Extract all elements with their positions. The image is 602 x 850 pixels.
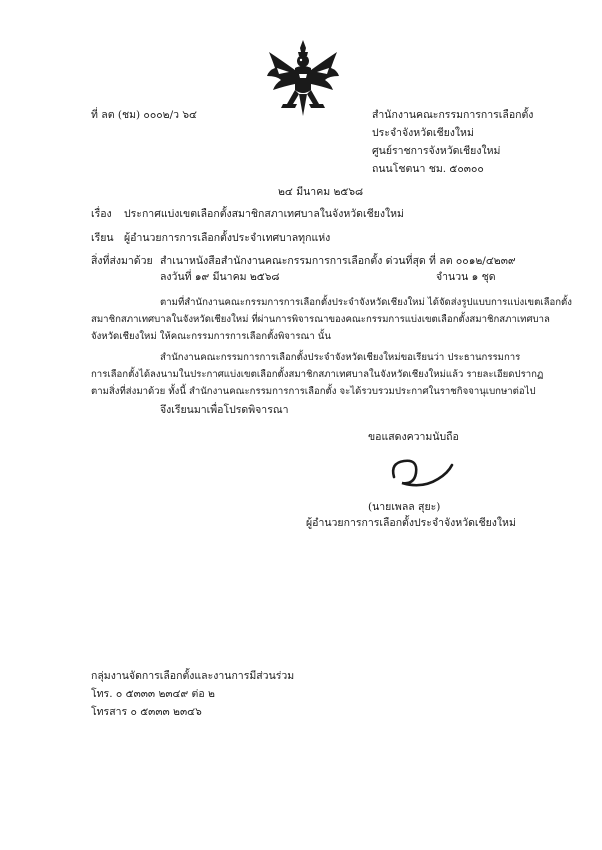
paragraph-line: สำนักงานคณะกรรมการการเลือกตั้งประจำจังหวัดเชียงใหม่ขอเรียนว่า ประธานกรรมการ <box>160 352 521 363</box>
paragraph-line: จังหวัดเชียงใหม่ ให้คณะกรรมการการเลือกตั้งพิจารณา นั้น <box>91 331 331 342</box>
footer-phone: โทร. ๐ ๕๓๓๓ ๒๓๔๙ ต่อ ๒ <box>91 688 215 700</box>
footer-department: กลุ่มงานจัดการเลือกตั้งและงานการมีส่วนร่วม <box>91 670 295 682</box>
signer-title: ผู้อำนวยการการเลือกตั้งประจำจังหวัดเชียงใหม่ <box>306 517 516 529</box>
garuda-emblem-icon <box>265 38 341 118</box>
subject-label: เรื่อง <box>91 208 112 220</box>
closing-salutation: ขอแสดงความนับถือ <box>368 431 459 443</box>
handwritten-signature <box>388 453 458 493</box>
enclosure-count: จำนวน ๑ ชุด <box>436 271 496 283</box>
address-line-2: ประจำจังหวัดเชียงใหม่ <box>372 127 474 139</box>
address-line-3: ศูนย์ราชการจังหวัดเชียงใหม่ <box>372 145 501 157</box>
body-paragraph-3: จึงเรียนมาเพื่อโปรดพิจารณา <box>160 404 289 416</box>
enclosure-label: สิ่งที่ส่งมาด้วย <box>91 255 153 267</box>
enclosure-line-1: สำเนาหนังสือสำนักงานคณะกรรมการการเลือกตั้ง ด่วนที่สุด ที่ ลต ๐๐๑๒/๔๒๓๙ <box>160 255 516 267</box>
recipient-text: ผู้อำนวยการการเลือกตั้งประจำเทศบาลทุกแห่ง <box>124 232 331 244</box>
document-date: ๒๔ มีนาคม ๒๕๖๘ <box>278 186 364 198</box>
address-line-1: สำนักงานคณะกรรมการการเลือกตั้ง <box>372 109 534 121</box>
footer-fax: โทรสาร ๐ ๕๓๓๓ ๒๓๔๖ <box>91 706 202 718</box>
enclosure-line-2: ลงวันที่ ๑๙ มีนาคม ๒๕๖๘ <box>160 271 280 283</box>
signer-name: (นายเพลล สุยะ) <box>368 501 441 513</box>
subject-text: ประกาศแบ่งเขตเลือกตั้งสมาชิกสภาเทศบาลในจังหวัดเชียงใหม่ <box>124 208 404 220</box>
paragraph-line: ตามสิ่งที่ส่งมาด้วย ทั้งนี้ สำนักงานคณะกรรมการการเลือกตั้ง จะได้รวบรวมประกาศในราชกิจจานุเบกษาต่อไป <box>91 386 536 397</box>
document-number: ที่ ลต (ชม) ๐๐๐๒/ว ๖๔ <box>91 109 197 121</box>
paragraph-line: การเลือกตั้งได้ลงนามในประกาศแบ่งเขตเลือกตั้งสมาชิกสภาเทศบาลในจังหวัดเชียงใหม่แล้ว รายละเอียดปรากฏ <box>91 369 544 380</box>
paragraph-line: ตามที่สำนักงานคณะกรรมการการเลือกตั้งประจำจังหวัดเชียงใหม่ ได้จัดส่งรูปแบบการแบ่งเขตเลือกตั้ง <box>160 297 572 308</box>
address-line-4: ถนนโชตนา ชม. ๕๐๓๐๐ <box>372 163 484 175</box>
paragraph-line: สมาชิกสภาเทศบาลในจังหวัดเชียงใหม่ ที่ผ่านการพิจารณาของคณะกรรมการแบ่งเขตเลือกตั้งสมาชิกสภาเทศบาล <box>91 314 550 325</box>
recipient-label: เรียน <box>91 232 114 244</box>
